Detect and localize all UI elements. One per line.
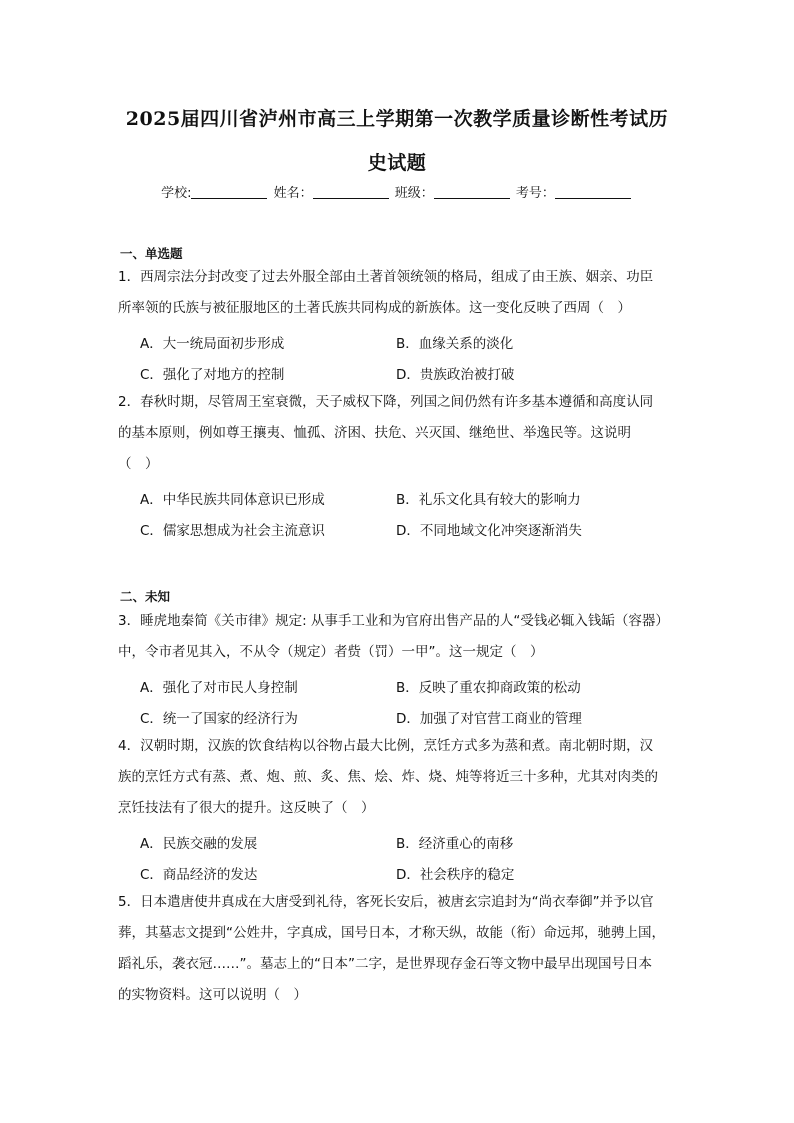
- question-3: [118, 606, 688, 668]
- section-heading: 二、未知: [120, 589, 171, 604]
- question-line: 族的烹饪方式有蒸、煮、炮、煎、炙、焦、烩、炸、烧、炖等将近三十多种，尤其对肉类的: [118, 769, 658, 785]
- option-d[interactable]: D．不同地域文化冲突逐渐消失: [396, 523, 582, 539]
- option-a[interactable]: A．民族交融的发展: [140, 836, 258, 852]
- school-blank[interactable]: [191, 186, 267, 199]
- class-blank[interactable]: [434, 186, 510, 199]
- option-c[interactable]: C．强化了对地方的控制: [140, 367, 285, 383]
- question-line: 蹈礼乐，袭衣冠……”。墓志上的“日本”二字，是世界现存金石等文物中最早出现国号日本: [118, 956, 652, 972]
- question-1: [118, 262, 688, 324]
- option-c[interactable]: C．儒家思想成为社会主流意识: [140, 523, 325, 539]
- option-a[interactable]: A．中华民族共同体意识已形成: [140, 492, 325, 508]
- question-line: 所率领的氏族与被征服地区的土著氏族共同构成的新族体。这一变化反映了西周（ ）: [118, 300, 631, 316]
- question-line: 的实物资料。这可以说明（ ）: [118, 987, 307, 1003]
- option-c[interactable]: C．商品经济的发达: [140, 867, 258, 883]
- student-info-row: [0, 182, 794, 201]
- option-d[interactable]: D．贵族政治被打破: [396, 367, 515, 383]
- option-b[interactable]: B．礼乐文化具有较大的影响力: [396, 492, 581, 508]
- number-blank[interactable]: [555, 186, 631, 199]
- name-label: 姓名：: [273, 186, 313, 201]
- option-a[interactable]: A．强化了对市民人身控制: [140, 680, 298, 696]
- question-5: [118, 887, 688, 1011]
- question-line: 葬，其墓志文提到“公姓井，字真成，国号日本，才称天纵，故能（衔）命远邦，驰骋上国，: [118, 925, 665, 941]
- question-2: [118, 387, 688, 480]
- question-line: 烹饪技法有了很大的提升。这反映了（ ）: [118, 800, 375, 816]
- question-line: （ ）: [118, 456, 159, 472]
- option-d[interactable]: D．加强了对官营工商业的管理: [396, 711, 582, 727]
- option-d[interactable]: D．社会秩序的稳定: [396, 867, 515, 883]
- question-line: 的基本原则，例如尊王攘夷、恤孤、济困、扶危、兴灭国、继绝世、举逸民等。这说明: [118, 425, 631, 441]
- class-label: 班级：: [394, 186, 434, 201]
- option-b[interactable]: B．血缘关系的淡化: [396, 336, 514, 352]
- option-b[interactable]: B．反映了重农抑商政策的松动: [396, 680, 581, 696]
- section-heading: 一、单选题: [120, 246, 183, 261]
- option-c[interactable]: C．统一了国家的经济行为: [140, 711, 298, 727]
- question-line: 中，令市者见其入，不从令（规定）者赀（罚）一甲”。这一规定（ ）: [118, 644, 544, 660]
- exam-title-line2: 史试题: [367, 152, 427, 174]
- option-a[interactable]: A．大一统局面初步形成: [140, 336, 285, 352]
- question-line: 5．日本遣唐使井真成在大唐受到礼待，客死长安后，被唐玄宗追封为“尚衣奉御”并予以官: [118, 894, 654, 910]
- question-line: 1．西周宗法分封改变了过去外服全部由土著首领统领的格局，组成了由王族、姻亲、功臣: [118, 269, 654, 285]
- question-4: [118, 731, 688, 824]
- school-label: 学校:: [161, 186, 192, 201]
- exam-title-line1: 2025届四川省泸州市高三上学期第一次教学质量诊断性考试历: [125, 108, 669, 130]
- question-line: 2．春秋时期，尽管周王室衰微，天子威权下降，列国之间仍然有许多基本遵循和高度认同: [118, 394, 654, 410]
- option-b[interactable]: B．经济重心的南移: [396, 836, 514, 852]
- name-blank[interactable]: [313, 186, 389, 199]
- question-line: 4．汉朝时期，汉族的饮食结构以谷物占最大比例，烹饪方式多为蒸和煮。南北朝时期，汉: [118, 738, 654, 754]
- question-line: 3．睡虎地秦简《关市律》规定: 从事手工业和为官府出售产品的人“受钱必辄入钱缿（容器）: [118, 613, 669, 629]
- number-label: 考号：: [515, 186, 555, 201]
